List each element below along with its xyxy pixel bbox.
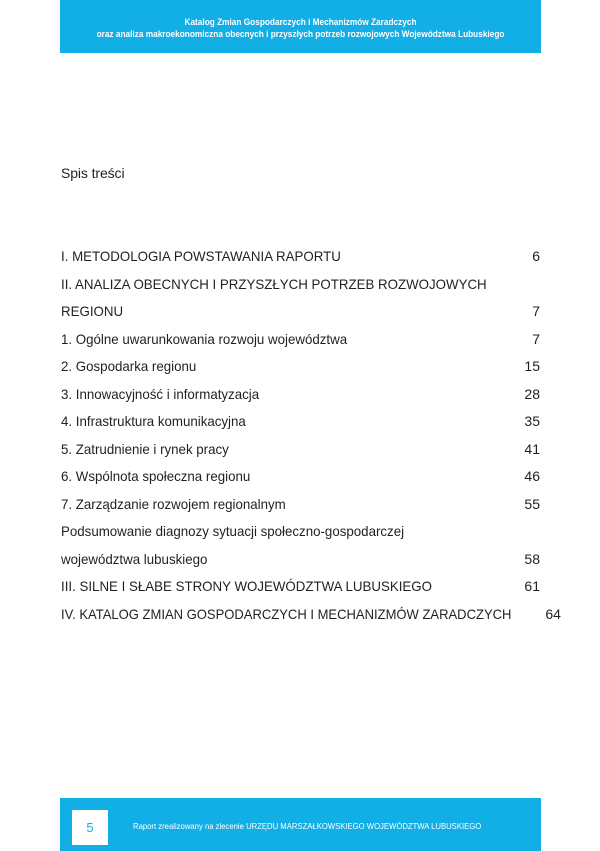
footer-text: Raport zrealizowany na zlecenie URZĘDU MARSZAŁKOWSKIEGO WOJEWÓDZTWA LUBUSKIEGO	[133, 821, 482, 831]
toc-entry-title: województwa lubuskiego	[61, 550, 208, 567]
toc-entry[interactable]	[61, 463, 540, 491]
toc-entry[interactable]	[61, 546, 540, 574]
toc-entry[interactable]	[61, 243, 540, 271]
header-band	[60, 0, 541, 53]
toc-entry-title: 1. Ogólne uwarunkowania rozwoju województwa	[61, 330, 348, 347]
toc-entry-page: 46	[524, 468, 540, 484]
toc-entry-page: 58	[524, 550, 540, 567]
toc-entry-title: Podsumowanie diagnozy sytuacji społeczno-gospodarczej	[61, 523, 405, 539]
toc-entry-title: III. SILNE I SŁABE STRONY WOJEWÓDZTWA LUBUSKIEGO	[61, 578, 433, 594]
toc-entry-page: 7	[532, 303, 540, 319]
toc-entry-page: 7	[532, 330, 540, 347]
toc-entry-title: IV. KATALOG ZMIAN GOSPODARCZYCH I MECHANIZMÓW ZARADCZYCH	[61, 605, 512, 622]
header-title-line-1: Katalog Zmian Gospodarczych i Mechanizmów Zaradczych	[184, 17, 417, 27]
toc-entry-page: 41	[524, 440, 540, 457]
toc-entry-title: I. METODOLOGIA POWSTAWANIA RAPORTU	[61, 248, 341, 264]
toc-entry[interactable]	[61, 271, 540, 299]
toc-entry-title: REGIONU	[61, 303, 124, 319]
toc-entry-title: 5. Zatrudnienie i rynek pracy	[61, 440, 229, 457]
toc-entry-title: 6. Wspólnota społeczna regionu	[61, 468, 251, 484]
toc-entry-page: 61	[524, 578, 540, 594]
toc-entry-page: 55	[524, 495, 540, 512]
toc-entry[interactable]	[61, 326, 540, 354]
toc-entry[interactable]	[61, 353, 540, 381]
toc-entry[interactable]	[61, 436, 540, 464]
toc-entry[interactable]	[61, 408, 540, 436]
toc-entry[interactable]	[61, 573, 540, 601]
toc-entry-title: 7. Zarządzanie rozwojem regionalnym	[61, 495, 286, 512]
toc-entry-page: 15	[524, 358, 540, 374]
toc-entry-title: 4. Infrastruktura komunikacyjna	[61, 413, 246, 429]
toc-entry[interactable]	[61, 518, 540, 546]
toc-entry[interactable]	[61, 298, 540, 326]
toc-entry-title: 3. Innowacyjność i informatyzacja	[61, 385, 260, 402]
toc-entry-page: 28	[524, 385, 540, 402]
toc-entry[interactable]	[61, 601, 561, 629]
toc-entry[interactable]	[61, 381, 540, 409]
footer-band	[60, 798, 541, 851]
toc-entry-page: 6	[532, 248, 540, 264]
toc-entry-page: 64	[545, 605, 561, 622]
toc-entry[interactable]	[61, 491, 540, 519]
table-of-contents	[61, 243, 561, 628]
toc-entry-title: 2. Gospodarka regionu	[61, 358, 197, 374]
page-number: 5	[72, 810, 108, 845]
toc-heading: Spis treści	[61, 165, 125, 181]
toc-entry-page: 35	[524, 413, 540, 429]
header-title-line-2: oraz analiza makroekonomiczna obecnych i przyszłych potrzeb rozwojowych Województwa Lubuskiego	[96, 29, 505, 39]
toc-entry-title: II. ANALIZA OBECNYCH I PRZYSZŁYCH POTRZEB ROZWOJOWYCH	[61, 275, 487, 292]
